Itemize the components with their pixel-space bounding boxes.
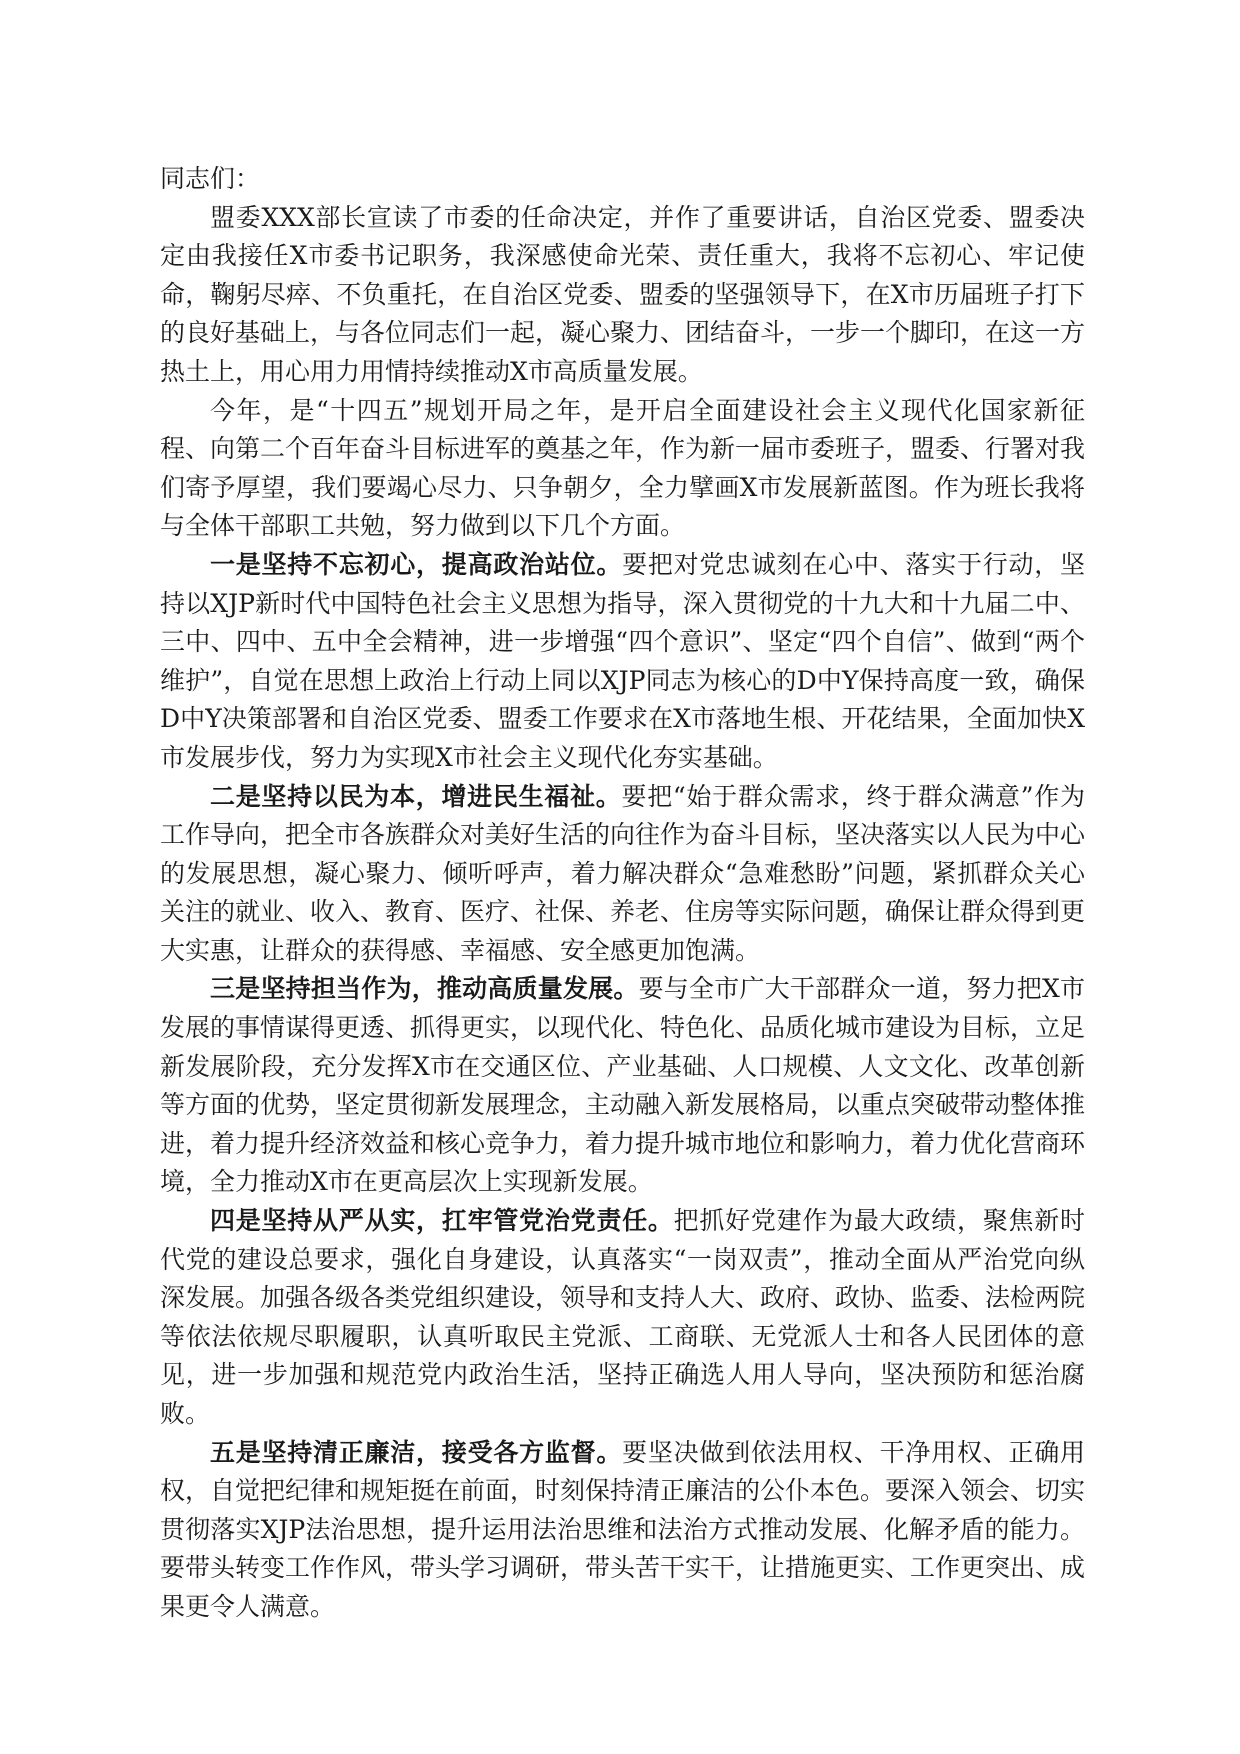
point-body-5: 要坚决做到依法用权、干净用权、正确用权，自觉把纪律和规矩挺在前面，时刻保持清正廉洁的公仆本色。要深入领会、切实贯彻落实XJP法治思想，提升运用法治思维和法治方式推动发展、化解矛盾的能力。要带头转变工作作风，带头学习调研，带头苦干实干，让措施更实、工作更突出、成果更令人满意。 xyxy=(160,1437,1086,1621)
intro-paragraph-1: 盟委XXX部长宣读了市委的任命决定，并作了重要讲话，自治区党委、盟委决定由我接任X市委书记职务，我深感使命光荣、责任重大，我将不忘初心、牢记使命，鞠躬尽瘁、不负重托，在自治区党委、盟委的坚强领导下，在X市历届班子打下的良好基础上，与各位同志们一起，凝心聚力、团结奋斗，一步一个脚印，在这一方热土上，用心用力用情持续推动X市高质量发展。 xyxy=(160,202,1086,386)
point-body-2: 要把“始于群众需求，终于群众满意”作为工作导向，把全市各族群众对美好生活的向往作为奋斗目标，坚决落实以人民为中心的发展思想，凝心聚力、倾听呼声，着力解决群众“急难愁盼”问题，紧抓群众关心关注的就业、收入、教育、医疗、社保、养老、住房等实际问题，确保让群众得到更大实惠，让群众的获得感、幸福感、安全感更加饱满。 xyxy=(160,781,1086,965)
point-paragraph-5 xyxy=(160,1434,1085,1627)
point-paragraph-3 xyxy=(160,970,1085,1202)
point-paragraph-4 xyxy=(160,1202,1085,1434)
point-heading-5: 五是坚持清正廉洁，接受各方监督。 xyxy=(210,1437,623,1467)
point-body-1: 要把对党忠诚刻在心中、落实于行动，坚持以XJP新时代中国特色社会主义思想为指导，深入贯彻党的十九大和十九届二中、三中、四中、五中全会精神，进一步增强“四个意识”、坚定“四个自信”、做到“两个维护”，自觉在思想上政治上行动上同以XJP同志为核心的D中Y保持高度一致，确保D中Y决策部署和自治区党委、盟委工作要求在X市落地生根、开花结果，全面加快X市发展步伐，努力为实现X市社会主义现代化夯实基础。 xyxy=(160,549,1085,772)
salutation: 同志们： xyxy=(160,164,261,193)
point-paragraph-2 xyxy=(160,778,1085,971)
point-body-4: 把抓好党建作为最大政绩，聚焦新时代党的建设总要求，强化自身建设，认真落实“一岗双责”，推动全面从严治党向纵深发展。加强各级各类党组织建设，领导和支持人大、政府、政协、监委、法检两院等依法依规尽职履职，认真听取民主党派、工商联、无党派人士和各人民团体的意见，进一步加强和规范党内政治生活，坚持正确选人用人导向，坚决预防和惩治腐败。 xyxy=(160,1206,1086,1428)
document-page xyxy=(160,160,1085,1627)
point-heading-1: 一是坚持不忘初心，提高政治站位。 xyxy=(210,549,623,579)
point-paragraph-1 xyxy=(160,546,1085,778)
intro-paragraph-2: 今年，是“十四五”规划开局之年，是开启全面建设社会主义现代化国家新征程、向第二个百年奋斗目标进军的奠基之年，作为新一届市委班子，盟委、行署对我们寄予厚望，我们要竭心尽力、只争朝夕，全力擘画X市发展新蓝图。作为班长我将与全体干部职工共勉，努力做到以下几个方面。 xyxy=(160,395,1086,541)
point-heading-2: 二是坚持以民为本，增进民生福祉。 xyxy=(210,781,622,811)
point-body-3: 要与全市广大干部群众一道，努力把X市发展的事情谋得更透、抓得更实，以现代化、特色化、品质化城市建设为目标，立足新发展阶段，充分发挥X市在交通区位、产业基础、人口规模、人文文化、改革创新等方面的优势，坚定贯彻新发展理念，主动融入新发展格局，以重点突破带动整体推进，着力提升经济效益和核心竞争力，着力提升城市地位和影响力，着力优化营商环境，全力推动X市在更高层次上实现新发展。 xyxy=(160,974,1086,1197)
point-heading-3: 三是坚持担当作为，推动高质量发展。 xyxy=(210,974,639,1004)
point-heading-4: 四是坚持从严从实，扛牢管党治党责任。 xyxy=(210,1206,674,1236)
